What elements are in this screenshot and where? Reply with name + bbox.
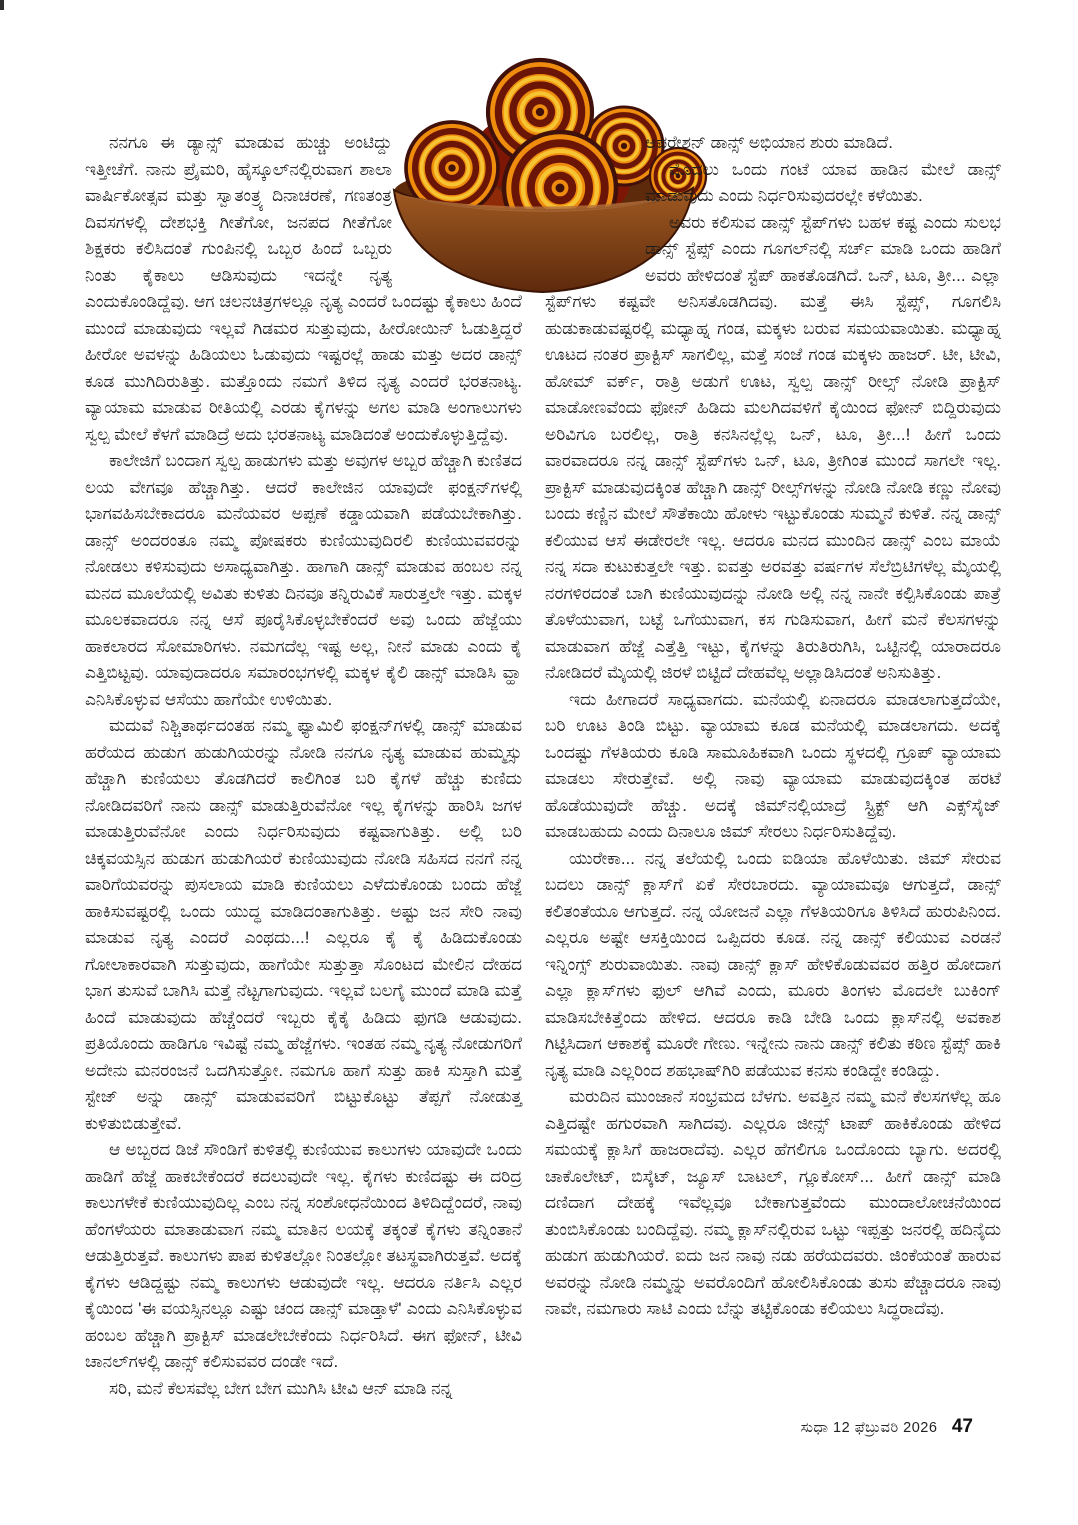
footer-issue-label: ಸುಧಾ 12 ಫೆಬ್ರುವರಿ 2026 — [800, 1420, 938, 1436]
page-number: 47 — [951, 1416, 973, 1437]
right-column — [545, 130, 1001, 1323]
article-paragraph: ಇದು ಹೀಗಾದರೆ ಸಾಧ್ಯವಾಗದು. ಮನೆಯಲ್ಲಿ ಏನಾದರೂ ಮಾಡಲಾಗುತ್ತದೆಯೇ, ಬರಿ ಊಟ ತಿಂಡಿ ಬಿಟ್ಟು. ವ್ಯಾಯಾಮ ಕೂಡ ಮನೆಯಲ್ಲಿ ಮಾಡಲಾಗದು. ಅದಕ್ಕೆ ಒಂದಷ್ಟು ಗೆಳತಿಯರು ಕೂಡಿ ಸಾಮೂಹಿಕವಾಗಿ ಒಂದು ಸ್ಥಳದಲ್ಲಿ ಗ್ರೂಪ್ ವ್ಯಾಯಾಮ ಮಾಡಲು ಸೇರುತ್ತೇವೆ. ಅಲ್ಲಿ ನಾವು ವ್ಯಾಯಾಮ ಮಾಡುವುದಕ್ಕಿಂತ ಹರಟೆ ಹೊಡೆಯುವುದೇ ಹೆಚ್ಚು. ಅದಕ್ಕೆ ಜಿಮ್‌ನಲ್ಲಿಯಾದ್ರೆ ಸ್ಟ್ರಿಕ್ಟ್ ಆಗಿ ಎಕ್ಸ್‌ಸೈಜ್ ಮಾಡಬಹುದು ಎಂದು ದಿನಾಲೂ ಜಿಮ್ ಸೇರಲು ನಿರ್ಧರಿಸುತಿದ್ದೆವು. — [545, 689, 1001, 841]
article-paragraph: ಯುರೇಕಾ... ನನ್ನ ತಲೆಯಲ್ಲಿ ಒಂದು ಐಡಿಯಾ ಹೊಳೆಯಿತು. ಜಿಮ್ ಸೇರುವ ಬದಲು ಡಾನ್ಸ್ ಕ್ಲಾಸ್‌ಗೆ ಏಕೆ ಸೇರಬಾರದು. ವ್ಯಾಯಾಮವೂ ಆಗುತ್ತದೆ, ಡಾನ್ಸ್ ಕಲಿತಂತೆಯೂ ಆಗುತ್ತದೆ. ನನ್ನ ಯೋಜನೆ ಎಲ್ಲಾ ಗೆಳತಿಯರಿಗೂ ತಿಳಿಸಿದೆ ಹುರುಪಿನಿಂದ. ಎಲ್ಲರೂ ಅಷ್ಟೇ ಆಸಕ್ತಿಯಿಂದ ಒಪ್ಪಿದರು ಕೂಡ. ನನ್ನ ಡಾನ್ಸ್ ಕಲಿಯುವ ಎರಡನೆ ಇನ್ನಿಂಗ್ಸ್ ಶುರುವಾಯಿತು. ನಾವು ಡಾನ್ಸ್ ಕ್ಲಾಸ್ ಹೇಳಿಕೊಡುವವರ ಹತ್ತಿರ ಹೋದಾಗ ಎಲ್ಲಾ ಕ್ಲಾಸ್‌ಗಳು ಫುಲ್ ಆಗಿವೆ ಎಂದು, ಮೂರು ತಿಂಗಳು ಮೊದಲೇ ಬುಕಿಂಗ್ ಮಾಡಿಸಬೇಕಿತ್ತೆಂದು ಹೇಳಿದ. ಆದರೂ ಕಾಡಿ ಬೇಡಿ ಒಂದು ಕ್ಲಾಸ್‌ನಲ್ಲಿ ಅವಕಾಶ ಗಿಟ್ಟಿಸಿದಾಗ ಆಕಾಶಕ್ಕೆ ಮೂರೇ ಗೇಣು. ಇನ್ನೇನು ನಾನು ಡಾನ್ಸ್ ಕಲಿತು ಕಠಿಣ ಸ್ಟೆಪ್ಸ್ ಹಾಕಿ ನೃತ್ಯ ಮಾಡಿ ಎಲ್ಲರಿಂದ ಶಹಭಾಷ್‌ಗಿರಿ ಪಡೆಯುವ ಕನಸು ಕಂಡಿದ್ದೇ ಕಂಡಿದ್ದು. — [545, 848, 1001, 1080]
left-column — [85, 130, 522, 1402]
print-artifact-mark — [0, 0, 4, 10]
article-paragraph: ಆಪರೇಶನ್ ಡಾನ್ಸ್ ಅಭಿಯಾನ ಶುರು ಮಾಡಿದೆ. — [645, 133, 893, 152]
article-paragraph: ಮೊದಲು ಒಂದು ಗಂಟೆ ಯಾವ ಹಾಡಿನ ಮೇಲೆ ಡಾನ್ಸ್ ಮಾಡುವುದು ಎಂದು ನಿರ್ಧರಿಸುವುದರಲ್ಲೇ ಕಳೆಯಿತು. — [645, 159, 1001, 205]
image-wrap-spacer — [392, 130, 522, 285]
page-footer — [0, 1416, 973, 1438]
article-paragraph: ಕಾಲೇಜಿಗೆ ಬಂದಾಗ ಸ್ವಲ್ಪ ಹಾಡುಗಳು ಮತ್ತು ಅವುಗಳ ಅಬ್ಬರ ಹೆಚ್ಚಾಗಿ ಕುಣಿತದ ಲಯ ವೇಗವೂ ಹೆಚ್ಚಾಗಿತ್ತು. ಆದರೆ ಕಾಲೇಜಿನ ಯಾವುದೇ ಫಂಕ್ಷನ್‌ಗಳಲ್ಲಿ ಭಾಗವಹಿಸಬೇಕಾದರೂ ಮನೆಯವರ ಅಪ್ಪಣೆ ಕಡ್ಡಾಯವಾಗಿ ಪಡೆಯಬೇಕಾಗಿತ್ತು. ಡಾನ್ಸ್ ಅಂದರಂತೂ ನಮ್ಮ ಪೋಷಕರು ಕುಣಿಯುವುದಿರಲಿ ಕುಣಿಯುವವರನ್ನು ನೋಡಲು ಕಳಿಸುವುದು ಅಸಾಧ್ಯವಾಗಿತ್ತು. ಹಾಗಾಗಿ ಡಾನ್ಸ್ ಮಾಡುವ ಹಂಬಲ ನನ್ನ ಮನದ ಮೂಲೆಯಲ್ಲಿ ಅವಿತು ಕುಳಿತು ದಿನವೂ ತನ್ನಿರುವಿಕೆ ಸಾರುತ್ತಲೇ ಇತ್ತು. ಮಕ್ಕಳ ಮೂಲಕವಾದರೂ ನನ್ನ ಆಸೆ ಪೂರೈಸಿಕೊಳ್ಳಬೇಕೆಂದರೆ ಅವು ಒಂದು ಹೆಜ್ಜೆಯು ಹಾಕಲಾರದ ಸೋಮಾರಿಗಳು. ನಮಗದೆಲ್ಲ ಇಷ್ಟ ಅಲ್ಲ, ನೀನೆ ಮಾಡು ಎಂದು ಕೈ ಎತ್ತಿಬಿಟ್ಟವು. ಯಾವುದಾದರೂ ಸಮಾರಂಭಗಳಲ್ಲಿ ಮಕ್ಕಳ ಕೈಲಿ ಡಾನ್ಸ್ ಮಾಡಿಸಿ ವ್ಹಾ ಎನಿಸಿಕೊಳ್ಳುವ ಆಸೆಯು ಹಾಗೆಯೇ ಉಳಿಯಿತು. — [85, 451, 522, 709]
article-paragraph: ಮರುದಿನ ಮುಂಜಾನೆ ಸಂಭ್ರಮದ ಬೆಳಗು. ಅವತ್ತಿನ ನಮ್ಮ ಮನೆ ಕೆಲಸಗಳೆಲ್ಲ ಹೂ ಎತ್ತಿದಷ್ಟೇ ಹಗುರವಾಗಿ ಸಾಗಿದವು. ಎಲ್ಲರೂ ಜೀನ್ಸ್ ಟಾಪ್ ಹಾಕಿಕೊಂಡು ಹೇಳಿದ ಸಮಯಕ್ಕೆ ಕ್ಲಾಸಿಗೆ ಹಾಜರಾದೆವು. ಎಲ್ಲರ ಹೆಗಲಿಗೂ ಒಂದೊಂದು ಬ್ಯಾಗು. ಅದರಲ್ಲಿ ಚಾಕೊಲೇಟ್, ಬಿಸ್ಕೆಟ್, ಜ್ಯೂಸ್ ಬಾಟಲ್, ಗ್ಲೂಕೋಸ್... ಹೀಗೆ ಡಾನ್ಸ್ ಮಾಡಿ ದಣಿದಾಗ ದೇಹಕ್ಕೆ ಇವೆಲ್ಲವೂ ಬೇಕಾಗುತ್ತವೆಂದು ಮುಂದಾಲೋಚನೆಯಿಂದ ತುಂಬಿಸಿಕೊಂಡು ಬಂದಿದ್ದೆವು. ನಮ್ಮ ಕ್ಲಾಸ್‌ನಲ್ಲಿರುವ ಒಟ್ಟು ಇಪ್ಪತ್ತು ಜನರಲ್ಲಿ ಹದಿನೈದು ಹುಡುಗ ಹುಡುಗಿಯರೆ. ಐದು ಜನ ನಾವು ನಡು ಹರೆಯದವರು. ಜಿಂಕೆಯಂತೆ ಹಾರುವ ಅವರನ್ನು ನೋಡಿ ನಮ್ಮನ್ನು ಅವರೊಂದಿಗೆ ಹೋಲಿಸಿಕೊಂಡು ತುಸು ಪೆಚ್ಚಾದರೂ ನಾವು ನಾವೇ, ನಮಗಾರು ಸಾಟಿ ಎಂದು ಬೆನ್ನು ತಟ್ಟಿಕೊಂಡು ಕಲಿಯಲು ಸಿದ್ಧರಾದೆವು. — [545, 1087, 1001, 1318]
article-paragraph: ಮದುವೆ ನಿಶ್ಚಿತಾರ್ಥದಂತಹ ನಮ್ಮ ಫ್ಯಾಮಿಲಿ ಫಂಕ್ಷನ್‌ಗಳಲ್ಲಿ ಡಾನ್ಸ್ ಮಾಡುವ ಹರೆಯದ ಹುಡುಗ ಹುಡುಗಿಯರನ್ನು ನೋಡಿ ನನಗೂ ನೃತ್ಯ ಮಾಡುವ ಹುಮ್ಮಸ್ಸು ಹೆಚ್ಚಾಗಿ ಕುಣಿಯಲು ತೊಡಗಿದರೆ ಕಾಲಿಗಿಂತ ಬರಿ ಕೈಗಳೆ ಹೆಚ್ಚು ಕುಣಿದು ನೋಡಿದವರಿಗೆ ನಾನು ಡಾನ್ಸ್ ಮಾಡುತ್ತಿರುವೆನೋ ಇಲ್ಲ ಕೈಗಳನ್ನು ಹಾರಿಸಿ ಜಗಳ ಮಾಡುತ್ತಿರುವೆನೋ ಎಂದು ನಿರ್ಧರಿಸುವುದು ಕಷ್ಟವಾಗುತಿತ್ತು. ಅಲ್ಲಿ ಬರಿ ಚಿಕ್ಕವಯಸ್ಸಿನ ಹುಡುಗ ಹುಡುಗಿಯರೆ ಕುಣಿಯುವುದು ನೋಡಿ ಸಹಿಸದ ನನಗೆ ನನ್ನ ವಾರಿಗೆಯವರನ್ನು ಪುಸಲಾಯ ಮಾಡಿ ಕುಣಿಯಲು ಎಳೆದುಕೊಂಡು ಬಂದು ಹೆಜ್ಜೆ ಹಾಕಿಸುವಷ್ಟರಲ್ಲಿ ಒಂದು ಯುದ್ಧ ಮಾಡಿದಂತಾಗುತಿತ್ತು. ಅಷ್ಟು ಜನ ಸೇರಿ ನಾವು ಮಾಡುವ ನೃತ್ಯ ಎಂದರೆ ಎಂಥದು...! ಎಲ್ಲರೂ ಕೈ ಕೈ ಹಿಡಿದುಕೊಂಡು ಗೋಲಾಕಾರವಾಗಿ ಸುತ್ತುವುದು, ಹಾಗೆಯೇ ಸುತ್ತುತ್ತಾ ಸೊಂಟದ ಮೇಲಿನ ದೇಹದ ಭಾಗ ತುಸುವೆ ಬಾಗಿಸಿ ಮತ್ತೆ ನೆಟ್ಟಗಾಗುವುದು. ಇಲ್ಲವೆ ಬಲಗೈ ಮುಂದೆ ಮಾಡಿ ಮತ್ತೆ ಹಿಂದೆ ಮಾಡುವುದು ಹೆಚ್ಚೆಂದರೆ ಇಬ್ಬರು ಕೈಕೈ ಹಿಡಿದು ಫುಗಡಿ ಆಡುವುದು. ಪ್ರತಿಯೊಂದು ಹಾಡಿಗೂ ಇವಿಷ್ಟೆ ನಮ್ಮ ಹೆಜ್ಜೆಗಳು. ಇಂತಹ ನಮ್ಮ ನೃತ್ಯ ನೋಡುಗರಿಗೆ ಅದೇನು ಮನರಂಜನೆ ಒದಗಿಸುತ್ತೋ. ನಮಗೂ ಹಾಗೆ ಸುತ್ತು ಹಾಕಿ ಸುಸ್ತಾಗಿ ಮತ್ತೆ ಸ್ಟೇಜ್ ಅನ್ನು ಡಾನ್ಸ್ ಮಾಡುವವರಿಗೆ ಬಿಟ್ಟುಕೊಟ್ಟು ತೆಪ್ಪಗೆ ನೋಡುತ್ತ ಕುಳಿತುಬಿಡುತ್ತೇವೆ. — [85, 716, 522, 1133]
article-paragraph: ನನಗೂ ಈ ಡ್ಯಾನ್ಸ್ ಮಾಡುವ ಹುಚ್ಚು ಅಂಟಿದ್ದು ಇತ್ತೀಚೆಗೆ. ನಾನು ಪ್ರೈಮರಿ, ಹೈಸ್ಕೂಲ್‌ನಲ್ಲಿರುವಾಗ ಶಾಲಾ ವಾರ್ಷಿಕೋತ್ಸವ ಮತ್ತು ಸ್ವಾತಂತ್ರ್ಯ ದಿನಾಚರಣೆ, ಗಣತಂತ್ರ ದಿವಸಗಳಲ್ಲಿ ದೇಶಭಕ್ತಿ ಗೀತೆಗೋ, ಜನಪದ ಗೀತೆಗೋ ಶಿಕ್ಷಕರು ಕಲಿಸಿದಂತೆ ಗುಂಪಿನಲ್ಲಿ ಒಬ್ಬರ ಹಿಂದೆ ಒಬ್ಬರು ನಿಂತು ಕೈಕಾಲು ಆಡಿಸುವುದು ಇದನ್ನೇ ನೃತ್ಯ ಎಂದುಕೊಂಡಿದ್ದೆವು. ಆಗ ಚಲನಚಿತ್ರಗಳಲ್ಲೂ ನೃತ್ಯ ಎಂದರೆ ಒಂದಷ್ಟು ಕೈಕಾಲು ಹಿಂದೆ ಮುಂದೆ ಮಾಡುವುದು ಇಲ್ಲವೆ ಗಿಡಮರ ಸುತ್ತುವುದು, ಹೀರೋಯಿನ್ ಓಡುತ್ತಿದ್ದರೆ ಹೀರೋ ಅವಳನ್ನು ಹಿಡಿಯಲು ಓಡುವುದು ಇಷ್ಟರಲ್ಲೆ ಹಾಡು ಮತ್ತು ಅದರ ಡಾನ್ಸ್ ಕೂಡ ಮುಗಿದಿರುತಿತ್ತು. ಮತ್ತೊಂದು ನಮಗೆ ತಿಳಿದ ನೃತ್ಯ ಎಂದರೆ ಭರತನಾಟ್ಯ. ವ್ಯಾಯಾಮ ಮಾಡುವ ರೀತಿಯಲ್ಲಿ ಎರಡು ಕೈಗಳನ್ನು ಅಗಲ ಮಾಡಿ ಅಂಗಾಲುಗಳು ಸ್ವಲ್ಪ ಮೇಲೆ ಕೆಳಗೆ ಮಾಡಿದ್ರೆ ಅದು ಭರತನಾಟ್ಯ ಮಾಡಿದಂತೆ ಅಂದುಕೊಳ್ಳುತ್ತಿದ್ದೆವು. — [85, 133, 522, 444]
article-paragraph: ಅವರು ಕಲಿಸುವ ಡಾನ್ಸ್ ಸ್ಟೆಪ್‌ಗಳು ಬಹಳ ಕಷ್ಟ ಎಂದು ಸುಲಭ ಡಾನ್ಸ್ ಸ್ಟೆಪ್ಸ್ ಎಂದು ಗೂಗಲ್‌ನಲ್ಲಿ ಸರ್ಚ್ ಮಾಡಿ ಒಂದು ಹಾಡಿಗೆ ಅವರು ಹೇಳಿದಂತೆ ಸ್ಟೆಪ್ ಹಾಕತೊಡಗಿದೆ. ಒನ್, ಟೂ, ತ್ರೀ... ಎಲ್ಲಾ ಸ್ಟೆಪ್‌ಗಳು ಕಷ್ಟವೇ ಅನಿಸತೊಡಗಿದವು. ಮತ್ತೆ ಈಸಿ ಸ್ಟೆಪ್ಸ್, ಗೂಗಲಿಸಿ ಹುಡುಕಾಡುವಷ್ಟರಲ್ಲಿ ಮಧ್ಯಾಹ್ನ ಗಂಡ, ಮಕ್ಕಳು ಬರುವ ಸಮಯವಾಯಿತು. ಮಧ್ಯಾಹ್ನ ಊಟದ ನಂತರ ಪ್ರಾಕ್ಟಿಸ್ ಸಾಗಲಿಲ್ಲ, ಮತ್ತೆ ಸಂಜೆ ಗಂಡ ಮಕ್ಕಳು ಹಾಜರ್. ಟೀ, ಟೀವಿ, ಹೋಮ್ ವರ್ಕ್, ರಾತ್ರಿ ಅಡುಗೆ ಊಟ, ಸ್ವಲ್ಪ ಡಾನ್ಸ್ ರೀಲ್ಸ್ ನೋಡಿ ಪ್ರಾಕ್ಟಿಸ್ ಮಾಡೋಣವೆಂದು ಫೋನ್ ಹಿಡಿದು ಮಲಗಿದವಳಿಗೆ ಕೈಯಿಂದ ಫೋನ್ ಬಿದ್ದಿರುವುದು ಅರಿವಿಗೂ ಬರಲಿಲ್ಲ, ರಾತ್ರಿ ಕನಸಿನಲ್ಲೆಲ್ಲ ಒನ್, ಟೂ, ತ್ರೀ...! ಹೀಗೆ ಒಂದು ವಾರವಾದರೂ ನನ್ನ ಡಾನ್ಸ್ ಸ್ಟೆಪ್‌ಗಳು ಒನ್, ಟೂ, ತ್ರೀಗಿಂತ ಮುಂದೆ ಸಾಗಲೇ ಇಲ್ಲ. ಪ್ರಾಕ್ಟಿಸ್ ಮಾಡುವುದಕ್ಕಿಂತ ಹೆಚ್ಚಾಗಿ ಡಾನ್ಸ್ ರೀಲ್ಸ್‌ಗಳನ್ನು ನೋಡಿ ನೋಡಿ ಕಣ್ಣು ನೋವು ಬಂದು ಕಣ್ಣಿನ ಮೇಲೆ ಸೌತೆಕಾಯಿ ಹೋಳು ಇಟ್ಟುಕೊಂಡು ಸುಮ್ಮನೆ ಕುಳಿತೆ. ನನ್ನ ಡಾನ್ಸ್ ಕಲಿಯುವ ಆಸೆ ಈಡೇರಲೇ ಇಲ್ಲ. ಆದರೂ ಮನದ ಮುಂದಿನ ಡಾನ್ಸ್ ಎಂಬ ಮಾಯೆ ನನ್ನ ಸದಾ ಕುಟುಕುತ್ತಲೇ ಇತ್ತು. ಐವತ್ತು ಅರವತ್ತು ವರ್ಷಗಳ ಸೆಲೆಬ್ರಿಟಿಗಳೆಲ್ಲ ಮೈಯಲ್ಲಿ ನರಗಳಿರದಂತೆ ಬಾಗಿ ಕುಣಿಯುವುದನ್ನು ನೋಡಿ ಅಲ್ಲಿ ನನ್ನ ನಾನೇ ಕಲ್ಪಿಸಿಕೊಂಡು ಪಾತ್ರೆ ತೊಳೆಯುವಾಗ, ಬಟ್ಟೆ ಒಗೆಯುವಾಗ, ಕಸ ಗುಡಿಸುವಾಗ, ಹೀಗೆ ಮನೆ ಕೆಲಸಗಳನ್ನು ಮಾಡುವಾಗ ಹೆಜ್ಜೆ ಎತ್ತೆತ್ತಿ ಇಟ್ಟು, ಕೈಗಳನ್ನು ತಿರುತಿರುಗಿಸಿ, ಒಟ್ಟಿನಲ್ಲಿ ಯಾರಾದರೂ ನೋಡಿದರೆ ಮೈಯಲ್ಲಿ ಜಿರಳೆ ಬಿಟ್ಟಿದೆ ದೇಹವೆಲ್ಲ ಅಲ್ಲಾಡಿಸಿದಂತೆ ಅನಿಸುತಿತ್ತು. — [545, 212, 1001, 682]
article-paragraph: ಆ ಅಬ್ಬರದ ಡಿಜೆ ಸೌಂಡಿಗೆ ಕುಳಿತಲ್ಲಿ ಕುಣಿಯುವ ಕಾಲುಗಳು ಯಾವುದೇ ಒಂದು ಹಾಡಿಗೆ ಹೆಜ್ಜೆ ಹಾಕಬೇಕೆಂದರೆ ಕದಲುವುದೇ ಇಲ್ಲ. ಕೈಗಳು ಕುಣಿದಷ್ಟು ಈ ದರಿದ್ರ ಕಾಲುಗಳೇಕೆ ಕುಣಿಯುವುದಿಲ್ಲ ಎಂಬ ನನ್ನ ಸಂಶೋಧನೆಯಿಂದ ತಿಳಿದಿದ್ದೆಂದರೆ, ನಾವು ಹೆಂಗಳೆಯರು ಮಾತಾಡುವಾಗ ನಮ್ಮ ಮಾತಿನ ಲಯಕ್ಕೆ ತಕ್ಕಂತೆ ಕೈಗಳು ತನ್ನಿಂತಾನೆ ಆಡುತ್ತಿರುತ್ತವೆ. ಕಾಲುಗಳು ಪಾಪ ಕುಳಿತಲ್ಲೋ ನಿಂತಲ್ಲೋ ತಟಸ್ಥವಾಗಿರುತ್ತವೆ. ಅದಕ್ಕೆ ಕೈಗಳು ಆಡಿದ್ದಷ್ಟು ನಮ್ಮ ಕಾಲುಗಳು ಆಡುವುದೇ ಇಲ್ಲ. ಆದರೂ ನರ್ತಿಸಿ ಎಲ್ಲರ ಕೈಯಿಂದ 'ಈ ವಯಸ್ಸಿನಲ್ಲೂ ಎಷ್ಟು ಚಂದ ಡಾನ್ಸ್ ಮಾಡ್ತಾಳೆ' ಎಂದು ಎನಿಸಿಕೊಳ್ಳುವ ಹಂಬಲ ಹೆಚ್ಚಾಗಿ ಪ್ರಾಕ್ಟಿಸ್ ಮಾಡಲೇಬೇಕೆಂದು ನಿರ್ಧರಿಸಿದೆ. ಈಗ ಫೋನ್, ಟೀವಿ ಚಾನಲ್‌ಗಳಲ್ಲಿ ಡಾನ್ಸ್ ಕಲಿಸುವವರ ದಂಡೇ ಇದೆ. — [85, 1140, 522, 1371]
image-wrap-spacer — [545, 130, 645, 288]
article-paragraph: ಸರಿ, ಮನೆ ಕೆಲಸವೆಲ್ಲ ಬೇಗ ಬೇಗ ಮುಗಿಸಿ ಟೀವಿ ಆನ್ ಮಾಡಿ ನನ್ನ — [109, 1378, 453, 1398]
